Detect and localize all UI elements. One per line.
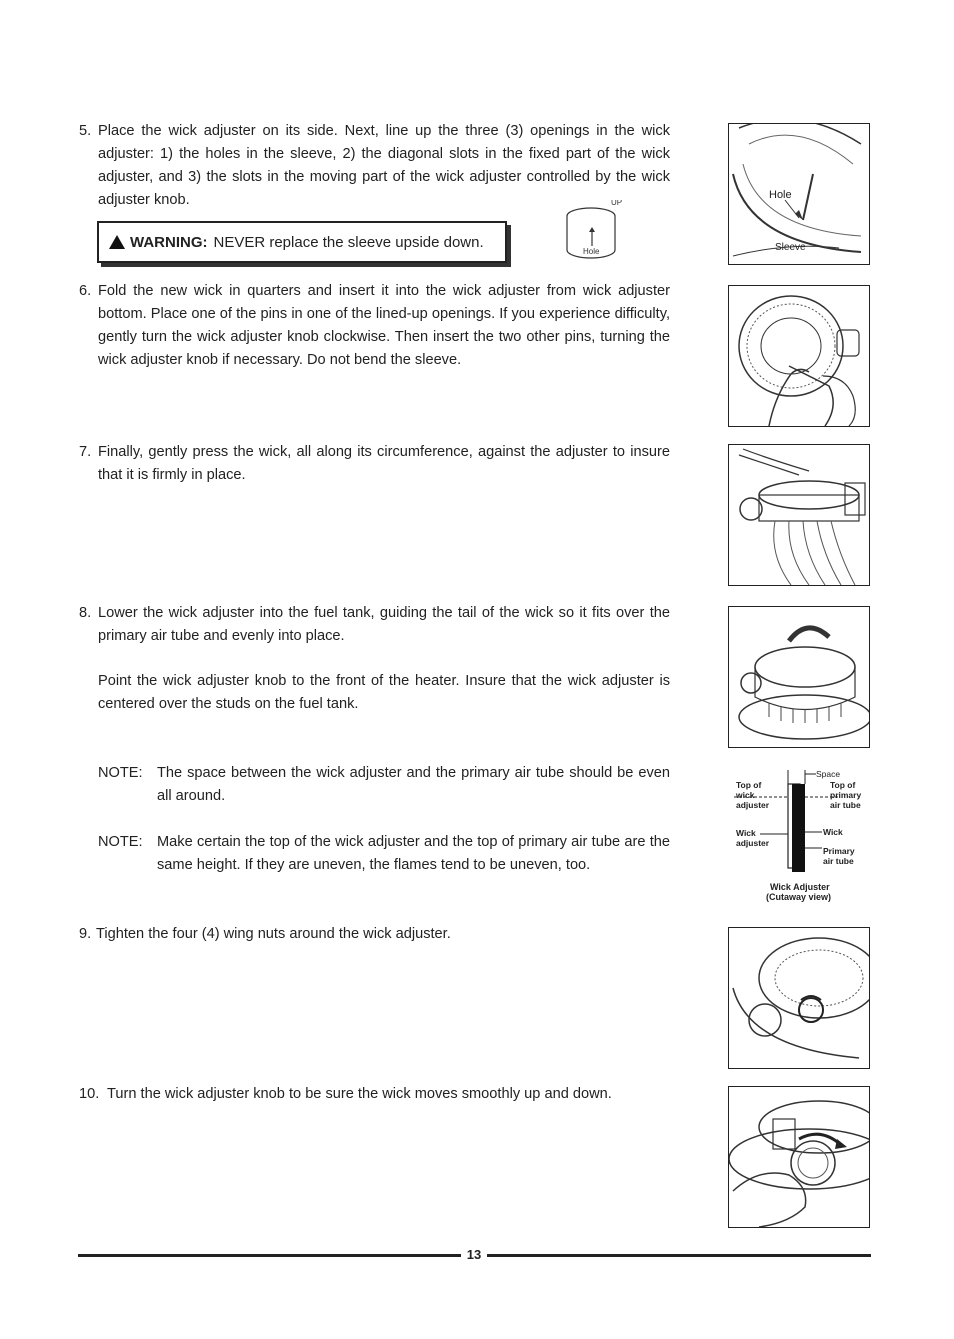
- warning-label: WARNING:: [130, 233, 208, 251]
- note-2: [98, 831, 670, 877]
- top-primary-label-1: Top of: [830, 780, 856, 790]
- figure-cutaway-view: [730, 764, 872, 906]
- figure-lower-adjuster: [728, 606, 870, 748]
- hole-label: Hole: [583, 247, 600, 256]
- top-wick-adjuster-label-2: wick: [736, 790, 755, 800]
- figure-insert-wick: [728, 285, 870, 427]
- figure-wing-nuts: [728, 927, 870, 1069]
- top-wick-adjuster-label-1: Top of: [736, 780, 762, 790]
- step-number: 10.: [79, 1086, 100, 1102]
- note-label: NOTE:: [98, 834, 143, 850]
- wick-adjuster-label-2: adjuster: [736, 838, 770, 848]
- page-number: 13: [466, 1247, 482, 1262]
- wick-label: Wick: [823, 827, 843, 837]
- warning-triangle-icon: [109, 235, 125, 249]
- step-8: [79, 602, 670, 648]
- note-text: Make certain the top of the wick adjuster and the top of primary air tube are the same height. If they are uneven, the flames tend to be uneven, too.: [157, 834, 670, 873]
- step-9: [79, 923, 670, 946]
- step-text: Finally, gently press the wick, all along its circumference, against the adjuster to insure that it is firmly in place.: [98, 444, 670, 483]
- top-primary-label-2: primary: [830, 790, 862, 800]
- primary-air-tube-label-1: Primary: [823, 846, 855, 856]
- note-1: [98, 762, 670, 808]
- figure-sleeve-hole: [728, 123, 870, 265]
- sleeve-label: Sleeve: [775, 242, 806, 253]
- step-6: [79, 280, 670, 372]
- footer-rule-right: [487, 1254, 871, 1257]
- figure-press-wick: [728, 444, 870, 586]
- step-text: Turn the wick adjuster knob to be sure the wick moves smoothly up and down.: [107, 1086, 612, 1102]
- step-5: [79, 120, 670, 212]
- step-text: Place the wick adjuster on its side. Next, line up the three (3) openings in the wick adjuster: 1) the holes in the sleeve, 2) the diagonal slots in the fixed part of the wick adjuster, and 3) the slots in the moving part of the wick adjuster controlled by the wick adjuster knob.: [98, 123, 670, 208]
- step-number: 7.: [79, 444, 92, 460]
- step-number: 5.: [79, 123, 92, 139]
- figure-turn-knob: [728, 1086, 870, 1228]
- cutaway-caption-1: Wick Adjuster: [770, 882, 830, 892]
- footer-rule-left: [78, 1254, 461, 1257]
- up-label: UP: [611, 200, 623, 207]
- step-number: 9.: [79, 926, 92, 942]
- space-label: Space: [816, 769, 841, 779]
- step-text: Lower the wick adjuster into the fuel tank, guiding the tail of the wick so it fits over the primary air tube and evenly into place.: [98, 605, 670, 644]
- top-wick-adjuster-label-3: adjuster: [736, 800, 770, 810]
- step-10: [79, 1083, 670, 1106]
- step-text: Tighten the four (4) wing nuts around the wick adjuster.: [96, 926, 451, 942]
- step-number: 8.: [79, 605, 92, 621]
- note-label: NOTE:: [98, 765, 143, 781]
- sleeve-orientation-diagram: [563, 200, 623, 262]
- step-7: [79, 441, 670, 487]
- step-number: 6.: [79, 283, 92, 299]
- step-8-para2: Point the wick adjuster knob to the front of the heater. Insure that the wick adjuster is centered over the studs on the fuel tank.: [98, 673, 670, 712]
- hole-label: Hole: [769, 189, 792, 201]
- top-primary-label-3: air tube: [830, 800, 861, 810]
- warning-text: NEVER replace the sleeve upside down.: [213, 233, 484, 251]
- primary-air-tube-label-2: air tube: [823, 856, 854, 866]
- note-text: The space between the wick adjuster and the primary air tube should be even all around.: [157, 765, 670, 804]
- step-text: Fold the new wick in quarters and insert it into the wick adjuster from wick adjuster bottom. Place one of the pins in one of the lined-up openings. If you experience difficulty, gently turn the wick adjuster knob clockwise. Then insert the two other pins, turning the wick adjuster knob if necessary. Do not bend the sleeve.: [98, 283, 670, 368]
- cutaway-caption-2: (Cutaway view): [766, 892, 832, 902]
- wick-adjuster-label-1: Wick: [736, 828, 756, 838]
- warning-box: [97, 221, 507, 263]
